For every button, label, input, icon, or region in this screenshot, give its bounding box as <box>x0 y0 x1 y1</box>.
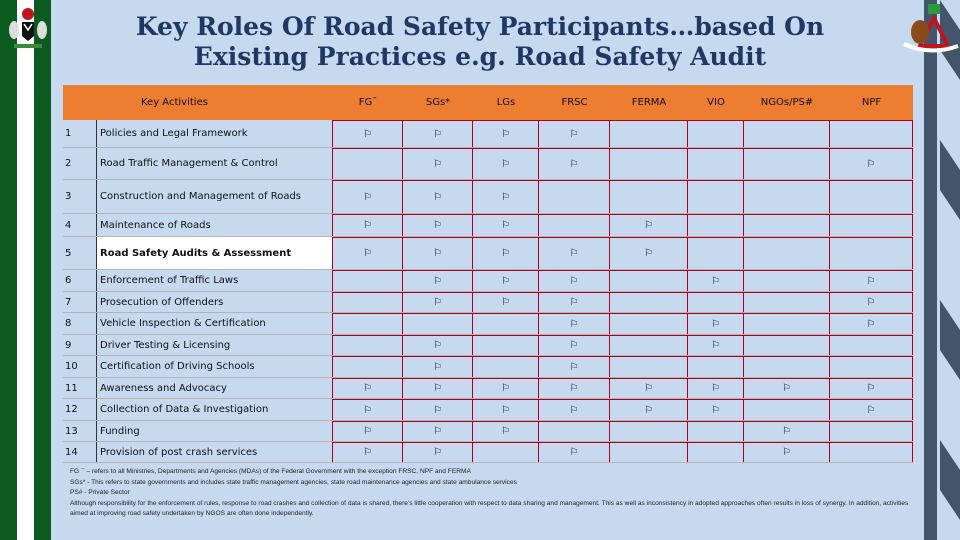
flag-icon: ⚐ <box>433 383 442 394</box>
flag-icon: ⚐ <box>433 426 442 437</box>
header-key-activities: Key Activities <box>141 97 208 108</box>
role-cell <box>744 421 830 441</box>
role-cell <box>610 214 688 236</box>
flag-icon: ⚐ <box>433 128 442 140</box>
flag-icon: ⚐ <box>433 158 442 170</box>
role-cell <box>539 180 610 213</box>
role-cell <box>830 180 913 213</box>
flag-icon: ⚐ <box>363 383 372 394</box>
role-cell <box>830 214 913 236</box>
role-cell <box>744 120 830 147</box>
row-number: 6 <box>63 270 97 291</box>
flag-icon: ⚐ <box>501 220 510 231</box>
role-cell <box>473 421 539 441</box>
flag-icon: ⚐ <box>433 404 442 416</box>
activity-label: Road Safety Audits & Assessment <box>97 237 333 269</box>
role-cell <box>744 442 830 462</box>
role-cell <box>333 421 403 441</box>
role-cell <box>473 120 539 147</box>
role-cell <box>403 292 473 312</box>
table-row <box>63 120 913 148</box>
role-cell <box>539 214 610 236</box>
table-row <box>63 399 913 421</box>
flag-icon: ⚐ <box>866 383 876 394</box>
table-row <box>63 356 913 378</box>
role-cell <box>830 399 913 420</box>
role-cell <box>610 292 688 312</box>
coat-of-arms-icon <box>4 4 52 54</box>
role-cell <box>688 120 744 147</box>
role-cell <box>744 313 830 334</box>
row-number: 5 <box>63 237 97 269</box>
table-row <box>63 335 913 356</box>
role-cell <box>539 148 610 179</box>
role-cell <box>744 399 830 420</box>
role-cell <box>333 120 403 147</box>
role-cell <box>610 148 688 179</box>
flag-icon: ⚐ <box>433 340 442 351</box>
role-cell <box>610 399 688 420</box>
flag-icon: ⚐ <box>569 340 579 351</box>
role-cell <box>539 292 610 312</box>
flag-icon: ⚐ <box>569 158 579 170</box>
row-number: 9 <box>63 335 97 355</box>
activity-label: Provision of post crash services <box>97 442 333 462</box>
activity-label: Awareness and Advocacy <box>97 378 333 398</box>
header-col: FERMA <box>631 97 667 108</box>
flag-icon: ⚐ <box>866 318 876 330</box>
flag-icon: ⚐ <box>433 220 442 231</box>
activity-label: Maintenance of Roads <box>97 214 333 236</box>
role-cell <box>333 148 403 179</box>
role-cell <box>688 378 744 398</box>
role-cell <box>830 148 913 179</box>
header-col: VIO <box>707 97 725 108</box>
flag-icon: ⚐ <box>866 404 876 416</box>
flag-icon: ⚐ <box>644 383 653 394</box>
role-cell <box>744 270 830 291</box>
role-cell <box>403 270 473 291</box>
role-cell <box>473 399 539 420</box>
role-cell <box>333 399 403 420</box>
role-cell <box>830 356 913 377</box>
flag-icon: ⚐ <box>363 128 372 140</box>
role-cell <box>403 356 473 377</box>
flag-icon: ⚐ <box>644 404 653 416</box>
flag-icon: ⚐ <box>433 191 442 203</box>
table-row <box>63 421 913 442</box>
flag-icon: ⚐ <box>501 383 510 394</box>
role-cell <box>610 180 688 213</box>
role-cell <box>333 270 403 291</box>
role-cell <box>688 399 744 420</box>
role-cell <box>403 378 473 398</box>
activity-label: Road Traffic Management & Control <box>97 148 333 179</box>
flag-icon: ⚐ <box>711 318 720 330</box>
role-cell <box>688 148 744 179</box>
page-title: Key Roles Of Road Safety Participants…based On Existing Practices e.g. Road Safety Audit <box>135 12 825 71</box>
role-cell <box>473 356 539 377</box>
flag-icon: ⚐ <box>782 447 791 458</box>
activity-label: Policies and Legal Framework <box>97 120 333 147</box>
activity-label: Funding <box>97 421 333 441</box>
role-cell <box>688 214 744 236</box>
role-cell <box>830 313 913 334</box>
role-cell <box>830 292 913 312</box>
flag-icon: ⚐ <box>569 128 579 140</box>
header-col: LGs <box>496 97 516 108</box>
activity-label: Vehicle Inspection & Certification <box>97 313 333 334</box>
role-cell <box>610 378 688 398</box>
role-cell <box>744 356 830 377</box>
role-cell <box>473 335 539 355</box>
row-number: 11 <box>63 378 97 398</box>
row-number: 12 <box>63 399 97 420</box>
header-col: FRSC <box>561 97 588 108</box>
role-cell <box>610 237 688 269</box>
role-cell <box>830 421 913 441</box>
row-number: 8 <box>63 313 97 334</box>
role-cell <box>333 313 403 334</box>
role-cell <box>610 421 688 441</box>
role-cell <box>473 214 539 236</box>
role-cell <box>744 335 830 355</box>
role-cell <box>333 214 403 236</box>
role-cell <box>830 270 913 291</box>
role-cell <box>610 335 688 355</box>
flag-icon: ⚐ <box>363 426 372 437</box>
flag-icon: ⚐ <box>363 447 372 458</box>
role-cell <box>539 356 610 377</box>
role-cell <box>830 120 913 147</box>
role-cell <box>403 148 473 179</box>
role-cell <box>539 237 610 269</box>
flag-icon: ⚐ <box>782 426 791 437</box>
role-cell <box>539 421 610 441</box>
role-cell <box>403 214 473 236</box>
role-cell <box>688 421 744 441</box>
role-cell <box>744 292 830 312</box>
flag-icon: ⚐ <box>501 191 510 203</box>
decorative-bar <box>924 0 937 540</box>
header-col: SGs* <box>425 97 451 108</box>
table-row <box>63 148 913 180</box>
role-cell <box>403 120 473 147</box>
footnote: PS# - Private Sector <box>70 489 130 496</box>
role-cell <box>333 335 403 355</box>
role-cell <box>403 335 473 355</box>
flag-icon: ⚐ <box>569 297 579 308</box>
flag-icon: ⚐ <box>569 318 579 330</box>
role-cell <box>744 214 830 236</box>
table-row <box>63 442 913 463</box>
row-number: 14 <box>63 442 97 462</box>
table-row <box>63 237 913 270</box>
flag-icon: ⚐ <box>644 220 653 231</box>
role-cell <box>688 313 744 334</box>
row-number: 7 <box>63 292 97 312</box>
role-cell <box>403 237 473 269</box>
role-cell <box>333 378 403 398</box>
flag-icon: ⚐ <box>711 383 720 394</box>
role-cell <box>539 120 610 147</box>
flag-icon: ⚐ <box>782 383 791 394</box>
flag-icon: ⚐ <box>363 248 372 259</box>
flag-icon: ⚐ <box>569 361 579 373</box>
activity-label: Collection of Data & Investigation <box>97 399 333 420</box>
flag-icon: ⚐ <box>569 383 579 394</box>
role-cell <box>539 270 610 291</box>
role-cell <box>473 313 539 334</box>
table-row <box>63 180 913 214</box>
flag-icon: ⚐ <box>866 158 876 170</box>
role-cell <box>744 378 830 398</box>
role-cell <box>333 237 403 269</box>
role-cell <box>688 237 744 269</box>
flag-icon: ⚐ <box>711 340 720 351</box>
role-cell <box>333 292 403 312</box>
role-cell <box>688 292 744 312</box>
role-cell <box>688 356 744 377</box>
table-row <box>63 313 913 335</box>
role-cell <box>333 180 403 213</box>
role-cell <box>333 442 403 462</box>
role-cell <box>688 442 744 462</box>
role-cell <box>830 237 913 269</box>
flag-icon: ⚐ <box>501 426 510 437</box>
activity-label: Prosecution of Offenders <box>97 292 333 312</box>
flag-icon: ⚐ <box>363 404 372 416</box>
role-cell <box>688 335 744 355</box>
role-cell <box>744 148 830 179</box>
footnotes <box>70 467 910 520</box>
role-cell <box>473 148 539 179</box>
flag-icon: ⚐ <box>501 297 510 308</box>
header-col: NGOs/PS# <box>760 97 814 108</box>
table-header <box>63 85 913 120</box>
role-cell <box>539 442 610 462</box>
role-cell <box>610 313 688 334</box>
footnote: Although responsibility for the enforcement of rules, response to road crashes and collection of data is shared, there’s little cooperation with respect to data sharing and management. This as well as inconsistency in adopted approaches often results in loss of synergy. In addition, activities aimed at improving road safety undertaken by NGOS are often done independently. <box>70 499 909 517</box>
decorative-diagonal-stripes <box>940 0 960 540</box>
table-row <box>63 270 913 292</box>
role-cell <box>403 180 473 213</box>
role-cell <box>610 442 688 462</box>
role-cell <box>473 237 539 269</box>
table-row <box>63 214 913 237</box>
flag-stripe-green <box>34 0 51 540</box>
flag-icon: ⚐ <box>501 404 510 416</box>
role-cell <box>473 292 539 312</box>
flag-icon: ⚐ <box>569 275 579 287</box>
role-cell <box>744 237 830 269</box>
activity-label: Certification of Driving Schools <box>97 356 333 377</box>
flag-icon: ⚐ <box>569 447 579 458</box>
activity-label: Enforcement of Traffic Laws <box>97 270 333 291</box>
row-number: 1 <box>63 120 97 147</box>
role-cell <box>539 378 610 398</box>
flag-icon: ⚐ <box>569 404 579 416</box>
role-cell <box>688 180 744 213</box>
role-cell <box>610 356 688 377</box>
flag-icon: ⚐ <box>501 158 510 170</box>
flag-icon: ⚐ <box>433 297 442 308</box>
flag-icon: ⚐ <box>711 404 720 416</box>
role-cell <box>610 270 688 291</box>
flag-icon: ⚐ <box>433 447 442 458</box>
role-cell <box>744 180 830 213</box>
role-cell <box>403 421 473 441</box>
role-cell <box>403 399 473 420</box>
table-row <box>63 378 913 399</box>
header-col: NPF <box>861 97 882 108</box>
row-number: 2 <box>63 148 97 179</box>
frsc-logo-icon <box>900 4 960 56</box>
flag-icon: ⚐ <box>866 297 876 308</box>
role-cell <box>830 335 913 355</box>
role-cell <box>403 442 473 462</box>
flag-icon: ⚐ <box>501 128 510 140</box>
activity-label: Driver Testing & Licensing <box>97 335 333 355</box>
row-number: 10 <box>63 356 97 377</box>
role-cell <box>473 442 539 462</box>
role-cell <box>473 180 539 213</box>
flag-icon: ⚐ <box>644 248 653 259</box>
row-number: 3 <box>63 180 97 213</box>
role-cell <box>830 378 913 398</box>
role-cell <box>473 270 539 291</box>
activity-label: Construction and Management of Roads <box>97 180 333 213</box>
flag-icon: ⚐ <box>433 275 442 287</box>
flag-icon: ⚐ <box>363 191 372 203</box>
footnote: FG ¯ – refers to all Ministries, Departments and Agencies (MDAs) of the Federal Government with the exception FRSC, NPF and FERMA <box>70 468 471 475</box>
flag-stripe-white <box>17 0 34 540</box>
role-cell <box>539 335 610 355</box>
flag-icon: ⚐ <box>501 275 510 287</box>
role-cell <box>403 313 473 334</box>
flag-icon: ⚐ <box>866 275 876 287</box>
flag-icon: ⚐ <box>711 275 720 287</box>
role-cell <box>333 356 403 377</box>
role-cell <box>539 313 610 334</box>
header-col: FG¯ <box>358 97 378 108</box>
footnote: SGs* - This refers to state governments and includes state traffic management agencies, state road maintenance agencies and state ambulance services <box>70 478 517 486</box>
flag-icon: ⚐ <box>501 248 510 259</box>
flag-icon: ⚐ <box>433 361 442 373</box>
flag-icon: ⚐ <box>433 248 442 259</box>
role-cell <box>830 442 913 462</box>
row-number: 13 <box>63 421 97 441</box>
table-row <box>63 292 913 313</box>
role-cell <box>610 120 688 147</box>
roles-table <box>63 85 913 463</box>
role-cell <box>473 378 539 398</box>
flag-stripe-green <box>0 0 17 540</box>
table-body <box>63 120 913 463</box>
row-number: 4 <box>63 214 97 236</box>
flag-icon: ⚐ <box>569 248 579 259</box>
role-cell <box>539 399 610 420</box>
flag-icon: ⚐ <box>363 220 372 231</box>
role-cell <box>688 270 744 291</box>
